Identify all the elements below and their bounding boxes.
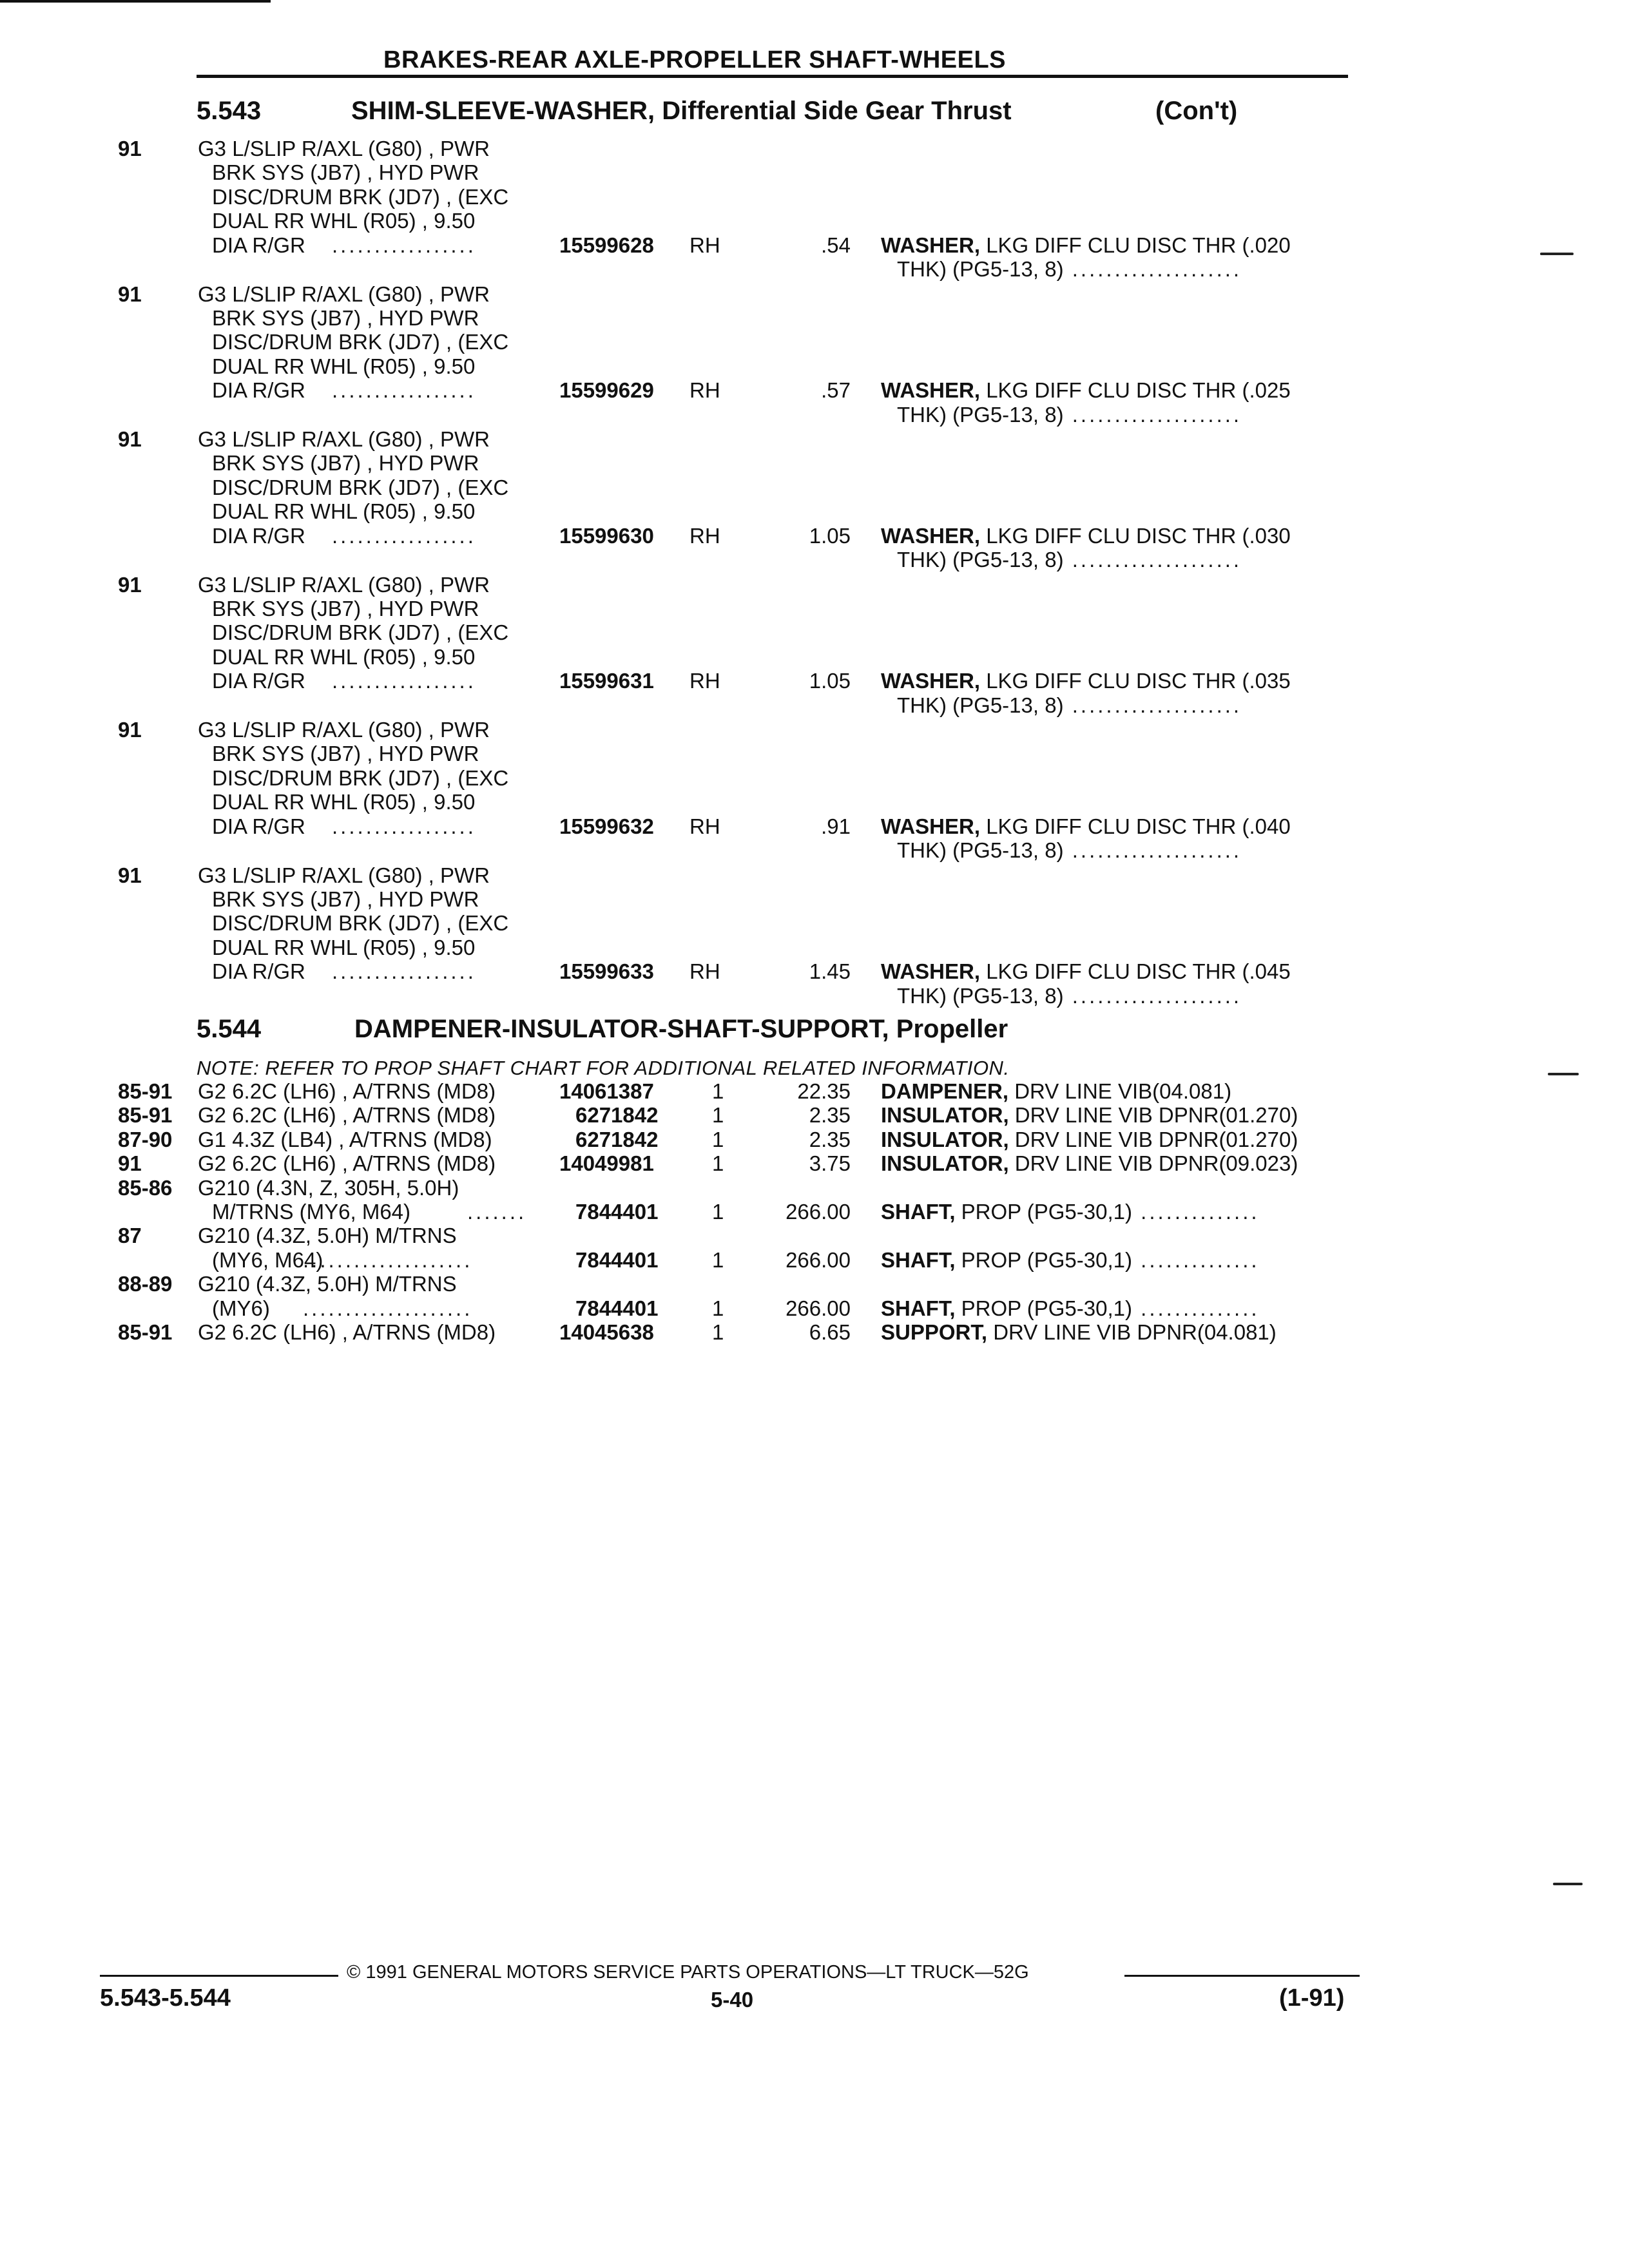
price: 3.75 (809, 1151, 851, 1176)
part-description (881, 1151, 1298, 1175)
year-range: 85-91 (118, 1079, 173, 1103)
part-name: WASHER, (881, 814, 981, 838)
part-number: 14061387 (559, 1079, 654, 1103)
application-line: M/TRNS (MY6, M64) (212, 1200, 411, 1224)
part-detail: THK) (PG5-13, 8) (897, 983, 1064, 1008)
part-name: WASHER, (881, 233, 981, 257)
part-description (881, 1320, 1277, 1344)
application-line: G210 (4.3Z, 5.0H) M/TRNS (198, 1272, 457, 1296)
part-description (881, 378, 1291, 427)
quantity: 1 (712, 1127, 724, 1151)
application-line: G3 L/SLIP R/AXL (G80) , PWR (198, 718, 490, 742)
part-detail: DRV LINE VIB DPNR(01.270) (1014, 1103, 1298, 1128)
part-detail: DRV LINE VIB DPNR(01.270) (1014, 1127, 1298, 1151)
year-range: 91 (118, 572, 142, 597)
part-name: DAMPENER, (881, 1079, 1009, 1103)
part-number: 7844401 (575, 1296, 659, 1320)
leader-dots: .................... (303, 1247, 473, 1272)
part-name: WASHER, (881, 669, 981, 693)
section-2-title: DAMPENER-INSULATOR-SHAFT-SUPPORT, Propeller (354, 1015, 1008, 1043)
part-detail: LKG DIFF CLU DISC THR (.040 (986, 814, 1291, 838)
price: 22.35 (797, 1079, 851, 1103)
application-line: (MY6) (212, 1296, 270, 1320)
leader-dots: ................. (332, 814, 476, 838)
application-line: BRK SYS (JB7) , HYD PWR (212, 451, 479, 476)
quantity: 1 (712, 1103, 724, 1128)
part-number: 7844401 (575, 1200, 659, 1224)
application-line: G3 L/SLIP R/AXL (G80) , PWR (198, 572, 490, 597)
footer-rule-left (100, 1975, 338, 1977)
part-name: WASHER, (881, 378, 981, 403)
description-line: THK) (PG5-13, 8) .................... (897, 983, 1242, 1008)
year-range: 87-90 (118, 1127, 173, 1151)
part-description (881, 1128, 1298, 1151)
quantity: RH (689, 814, 720, 838)
part-detail: THK) (PG5-13, 8) (897, 693, 1064, 717)
part-name: SUPPORT, (881, 1320, 988, 1344)
year-range: 91 (118, 1151, 142, 1176)
footer-date-code: (1-91) (1279, 1984, 1345, 2012)
part-number: 15599629 (559, 378, 654, 403)
footer-copyright: © 1991 GENERAL MOTORS SERVICE PARTS OPERATIONS—LT TRUCK—52G (347, 1962, 1029, 1983)
application-line: DUAL RR WHL (R05) , 9.50 (212, 209, 476, 233)
leader-dots: ................. (332, 669, 476, 693)
year-range: 91 (118, 718, 142, 742)
application-line: DUAL RR WHL (R05) , 9.50 (212, 790, 476, 814)
application-line: DISC/DRUM BRK (JD7) , (EXC (212, 911, 509, 936)
application-line: BRK SYS (JB7) , HYD PWR (212, 742, 479, 766)
part-number: 15599630 (559, 523, 654, 548)
application-line: G210 (4.3N, Z, 305H, 5.0H) (198, 1175, 459, 1200)
leader-dots: ................. (332, 523, 476, 548)
page-header: BRAKES-REAR AXLE-PROPELLER SHAFT-WHEELS (383, 46, 1007, 73)
part-detail: LKG DIFF CLU DISC THR (.020 (986, 233, 1291, 257)
part-description: SHAFT, PROP (PG5-30,1) .............. (881, 1296, 1260, 1320)
quantity: 1 (712, 1079, 724, 1103)
application-line: G210 (4.3Z, 5.0H) M/TRNS (198, 1224, 457, 1248)
price: 6.65 (809, 1320, 851, 1344)
application-text (198, 1079, 496, 1103)
price: 1.05 (809, 669, 851, 693)
part-name: SHAFT, (881, 1247, 956, 1272)
application-line: DUAL RR WHL (R05) , 9.50 (212, 354, 476, 378)
margin-mark (1540, 253, 1574, 255)
margin-mark (1553, 1883, 1583, 1885)
part-description (881, 1103, 1298, 1127)
part-name: SHAFT, (881, 1200, 956, 1224)
application-line: G3 L/SLIP R/AXL (G80) , PWR (198, 863, 490, 887)
quantity: RH (689, 378, 720, 403)
part-description (881, 1079, 1231, 1103)
description-line (881, 814, 1291, 838)
part-name: INSULATOR, (881, 1151, 1009, 1176)
quantity: RH (689, 959, 720, 984)
price: 1.05 (809, 523, 851, 548)
application-line: BRK SYS (JB7) , HYD PWR (212, 160, 479, 185)
year-range: 91 (118, 137, 142, 160)
year-range: 87 (118, 1224, 142, 1248)
application-line: G2 6.2C (LH6) , A/TRNS (MD8) (198, 1103, 496, 1128)
part-number: 15599633 (559, 959, 654, 984)
part-detail: THK) (PG5-13, 8) (897, 548, 1064, 572)
leader-dots: ................. (332, 233, 476, 257)
application-text (198, 1103, 496, 1127)
quantity: 1 (712, 1200, 724, 1224)
application-line: DISC/DRUM BRK (JD7) , (EXC (212, 184, 509, 209)
application-line: (MY6, M64) (212, 1247, 323, 1272)
application-line: DIA R/GR (212, 814, 305, 838)
leader-dots: ....... (467, 1200, 527, 1224)
application-line: DISC/DRUM BRK (JD7) , (EXC (212, 765, 509, 790)
price: 266.00 (786, 1200, 851, 1224)
top-edge-rule (0, 0, 271, 3)
quantity: RH (689, 523, 720, 548)
year-range: 91 (118, 863, 142, 887)
footer-page-number: 5-40 (711, 1988, 754, 2012)
section-1-number: 5.543 (197, 97, 262, 125)
description-line (881, 233, 1291, 257)
description-line (881, 524, 1291, 548)
part-name: WASHER, (881, 523, 981, 548)
application-line: DISC/DRUM BRK (JD7) , (EXC (212, 620, 509, 645)
part-number: 14049981 (559, 1151, 654, 1176)
application-line: G3 L/SLIP R/AXL (G80) , PWR (198, 427, 490, 451)
price: .57 (821, 378, 851, 403)
quantity: 1 (712, 1296, 724, 1320)
leader-dots: ................. (332, 959, 476, 984)
quantity: 1 (712, 1247, 724, 1272)
section-1-title: SHIM-SLEEVE-WASHER, Differential Side Gear Thrust (351, 97, 1012, 125)
part-detail: THK) (PG5-13, 8) (897, 838, 1064, 862)
application-line: DUAL RR WHL (R05) , 9.50 (212, 935, 476, 959)
application-line: DIA R/GR (212, 669, 305, 693)
part-number: 7844401 (575, 1247, 659, 1272)
part-number: 6271842 (575, 1103, 659, 1128)
part-description (881, 233, 1291, 282)
part-detail: DRV LINE VIB(04.081) (1014, 1079, 1232, 1103)
application-line: DISC/DRUM BRK (JD7) , (EXC (212, 475, 509, 499)
application-line: DUAL RR WHL (R05) , 9.50 (212, 499, 476, 524)
quantity: 1 (712, 1151, 724, 1176)
price: .91 (821, 814, 851, 838)
price: 2.35 (809, 1103, 851, 1128)
part-number: 14045638 (559, 1320, 654, 1344)
quantity: 1 (712, 1320, 724, 1344)
description-line (881, 378, 1291, 402)
application-line: BRK SYS (JB7) , HYD PWR (212, 596, 479, 620)
description-line (881, 959, 1291, 983)
part-number: 15599628 (559, 233, 654, 257)
price: 266.00 (786, 1247, 851, 1272)
part-detail: THK) (PG5-13, 8) (897, 257, 1064, 281)
year-range: 88-89 (118, 1272, 173, 1296)
leader-dots: .................... (303, 1296, 473, 1320)
year-range: 91 (118, 282, 142, 306)
margin-mark (1548, 1073, 1579, 1075)
part-description: SHAFT, PROP (PG5-30,1) .............. (881, 1247, 1260, 1272)
description-line: THK) (PG5-13, 8) .................... (897, 693, 1242, 717)
description-line: THK) (PG5-13, 8) .................... (897, 257, 1242, 281)
leader-dots: ................. (332, 378, 476, 403)
application-line: G2 6.2C (LH6) , A/TRNS (MD8) (198, 1079, 496, 1103)
part-name: SHAFT, (881, 1296, 956, 1320)
description-line: THK) (PG5-13, 8) .................... (897, 548, 1242, 572)
header-underline (197, 75, 1348, 78)
quantity: RH (689, 233, 720, 257)
application-line: DIA R/GR (212, 959, 305, 984)
application-line: G3 L/SLIP R/AXL (G80) , PWR (198, 282, 490, 306)
part-number: 6271842 (575, 1127, 659, 1151)
part-detail: LKG DIFF CLU DISC THR (.025 (986, 378, 1291, 403)
part-number: 15599632 (559, 814, 654, 838)
application-line: G3 L/SLIP R/AXL (G80) , PWR (198, 137, 490, 160)
application-text (198, 1128, 492, 1151)
application-line: BRK SYS (JB7) , HYD PWR (212, 305, 479, 330)
application-text (198, 1176, 459, 1224)
part-number: 15599631 (559, 669, 654, 693)
description-line: THK) (PG5-13, 8) .................... (897, 838, 1242, 862)
part-name: INSULATOR, (881, 1103, 1009, 1128)
year-range: 85-86 (118, 1175, 173, 1200)
application-line: DISC/DRUM BRK (JD7) , (EXC (212, 330, 509, 354)
section-1-cont: (Con't) (1155, 97, 1238, 125)
part-detail: PROP (PG5-30,1) (961, 1200, 1132, 1224)
part-description: SHAFT, PROP (PG5-30,1) .............. (881, 1200, 1260, 1224)
part-name: WASHER, (881, 959, 981, 984)
quantity: RH (689, 669, 720, 693)
price: 1.45 (809, 959, 851, 984)
part-name: INSULATOR, (881, 1127, 1009, 1151)
application-text (198, 1151, 496, 1175)
application-line: DUAL RR WHL (R05) , 9.50 (212, 644, 476, 669)
part-detail: DRV LINE VIB DPNR(04.081) (993, 1320, 1277, 1344)
part-detail: PROP (PG5-30,1) (961, 1247, 1132, 1272)
application-line: BRK SYS (JB7) , HYD PWR (212, 887, 479, 911)
part-detail: LKG DIFF CLU DISC THR (.030 (986, 523, 1291, 548)
price: .54 (821, 233, 851, 257)
price: 2.35 (809, 1127, 851, 1151)
part-detail: THK) (PG5-13, 8) (897, 402, 1064, 427)
part-detail: LKG DIFF CLU DISC THR (.045 (986, 959, 1291, 984)
part-description (881, 524, 1291, 572)
application-line: G2 6.2C (LH6) , A/TRNS (MD8) (198, 1151, 496, 1176)
part-description (881, 669, 1291, 717)
application-line: G2 6.2C (LH6) , A/TRNS (MD8) (198, 1320, 496, 1344)
application-line: DIA R/GR (212, 233, 305, 257)
description-line: THK) (PG5-13, 8) .................... (897, 402, 1242, 427)
part-description (881, 814, 1291, 863)
section-2-number: 5.544 (197, 1015, 262, 1043)
application-text (198, 1320, 496, 1344)
year-range: 85-91 (118, 1320, 173, 1344)
application-line: DIA R/GR (212, 523, 305, 548)
part-detail: DRV LINE VIB DPNR(09.023) (1014, 1151, 1298, 1176)
price: 266.00 (786, 1296, 851, 1320)
application-line: G1 4.3Z (LB4) , A/TRNS (MD8) (198, 1127, 492, 1151)
description-line (881, 669, 1291, 693)
part-detail: LKG DIFF CLU DISC THR (.035 (986, 669, 1291, 693)
section-2-note: NOTE: REFER TO PROP SHAFT CHART FOR ADDITIONAL RELATED INFORMATION. (197, 1057, 1010, 1079)
part-description (881, 959, 1291, 1008)
application-line: DIA R/GR (212, 378, 305, 403)
part-detail: PROP (PG5-30,1) (961, 1296, 1132, 1320)
footer-section-range: 5.543-5.544 (100, 1984, 231, 2012)
footer-rule-right (1124, 1975, 1360, 1977)
year-range: 85-91 (118, 1103, 173, 1128)
year-range: 91 (118, 427, 142, 451)
